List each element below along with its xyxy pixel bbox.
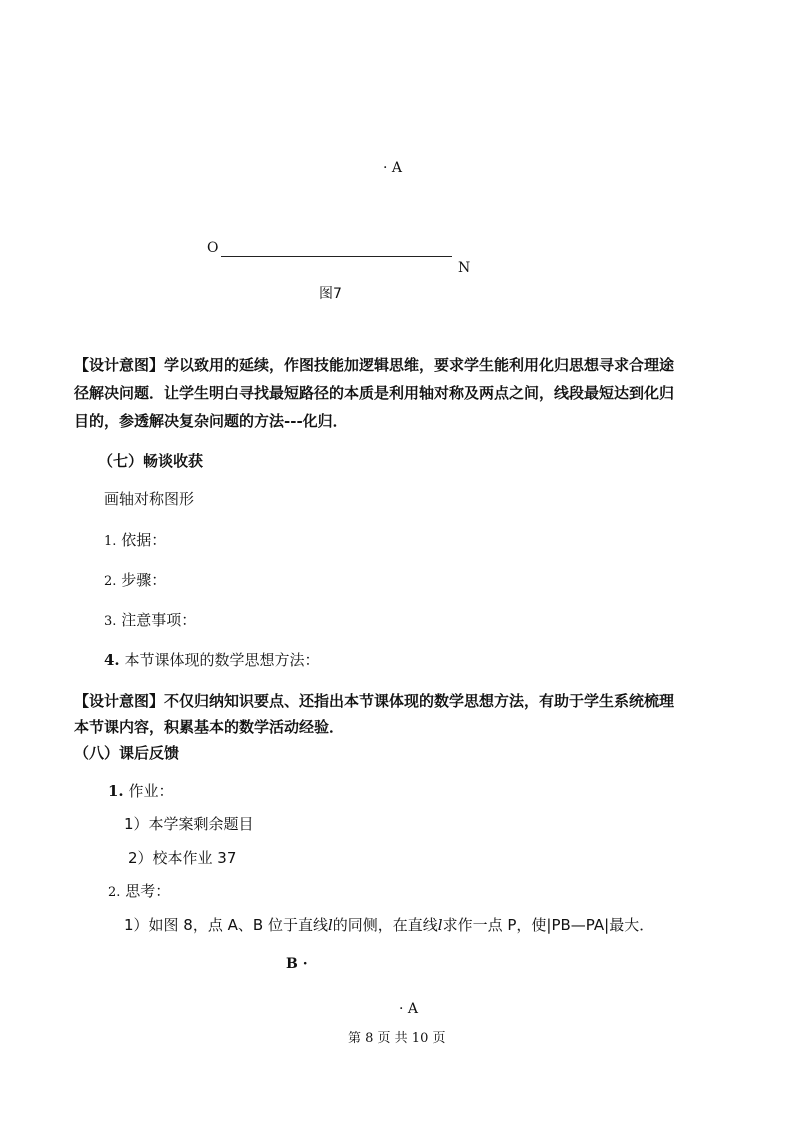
list-item-number: 1.	[108, 782, 124, 800]
point-o-label: O	[207, 240, 219, 256]
list-item-number: 2.	[108, 885, 121, 900]
list-item-text: 步骤：	[121, 571, 167, 589]
homework-item-1: 1）本学案剩余题目	[124, 815, 254, 833]
point-b-label: B ·	[286, 956, 308, 972]
list-item-text: 依据：	[121, 531, 167, 549]
list-item-number: 4.	[104, 651, 120, 669]
design-intent-text: 学以致用的延续，作图技能加逻辑思维，要求学生能利用化归思想寻求合理途	[164, 356, 675, 374]
list-item	[104, 609, 196, 630]
list-item-text: 思考：	[125, 882, 171, 900]
list-item	[104, 529, 166, 550]
list-item-number: 2.	[104, 574, 117, 589]
question-1	[124, 914, 654, 935]
list-item-text: 作业：	[128, 782, 174, 800]
homework-item-2: 2）校本作业 37	[128, 849, 237, 867]
list-item-text: 注意事项：	[121, 611, 197, 629]
line-l-symbol: l	[437, 916, 443, 934]
page-footer: 第 8 页 共 10 页	[348, 1031, 446, 1046]
design-intent-tag: 【设计意图】	[74, 692, 165, 710]
design-intent-tag: 【设计意图】	[74, 356, 165, 374]
list-item-number: 3.	[104, 614, 117, 629]
homework-heading	[108, 780, 173, 801]
design-intent-text: 不仅归纳知识要点、还指出本节课体现的数学思想方法，有助于学生系统梳理	[164, 692, 675, 710]
point-a-label: · A	[399, 1001, 419, 1017]
design-intent-2-line2: 本节课内容，积累基本的数学活动经验．	[74, 718, 345, 736]
design-intent-2-line1	[74, 688, 674, 714]
list-item-number: 1.	[104, 534, 117, 549]
section-8-heading: （八）课后反馈	[74, 744, 180, 762]
figure-7-caption: 图7	[319, 286, 342, 302]
line-l-symbol: l	[327, 916, 333, 934]
section-7-subtitle: 画轴对称图形	[104, 490, 195, 508]
question-1-text-a: 1）如图 8，点 A、B 位于直线	[124, 916, 328, 934]
design-intent-1-line3: 目的，参透解决复杂问题的方法---化归．	[74, 412, 348, 430]
think-heading	[108, 880, 170, 901]
ray-on	[221, 256, 452, 257]
point-n-label: N	[458, 260, 471, 276]
point-a-label: · A	[383, 160, 403, 176]
section-7-heading: （七）畅谈收获	[98, 452, 204, 470]
list-item	[104, 649, 319, 670]
design-intent-1-line2: 径解决问题．让学生明白寻找最短路径的本质是利用轴对称及两点之间，线段最短达到化归	[74, 384, 675, 402]
list-item	[104, 569, 166, 590]
design-intent-1-line1	[74, 352, 674, 378]
question-1-text-b: 的同侧，在直线	[332, 916, 438, 934]
list-item-text: 本节课体现的数学思想方法：	[124, 651, 320, 669]
question-1-text-c: 求作一点 P，使|PB—PA|最大．	[442, 916, 655, 934]
